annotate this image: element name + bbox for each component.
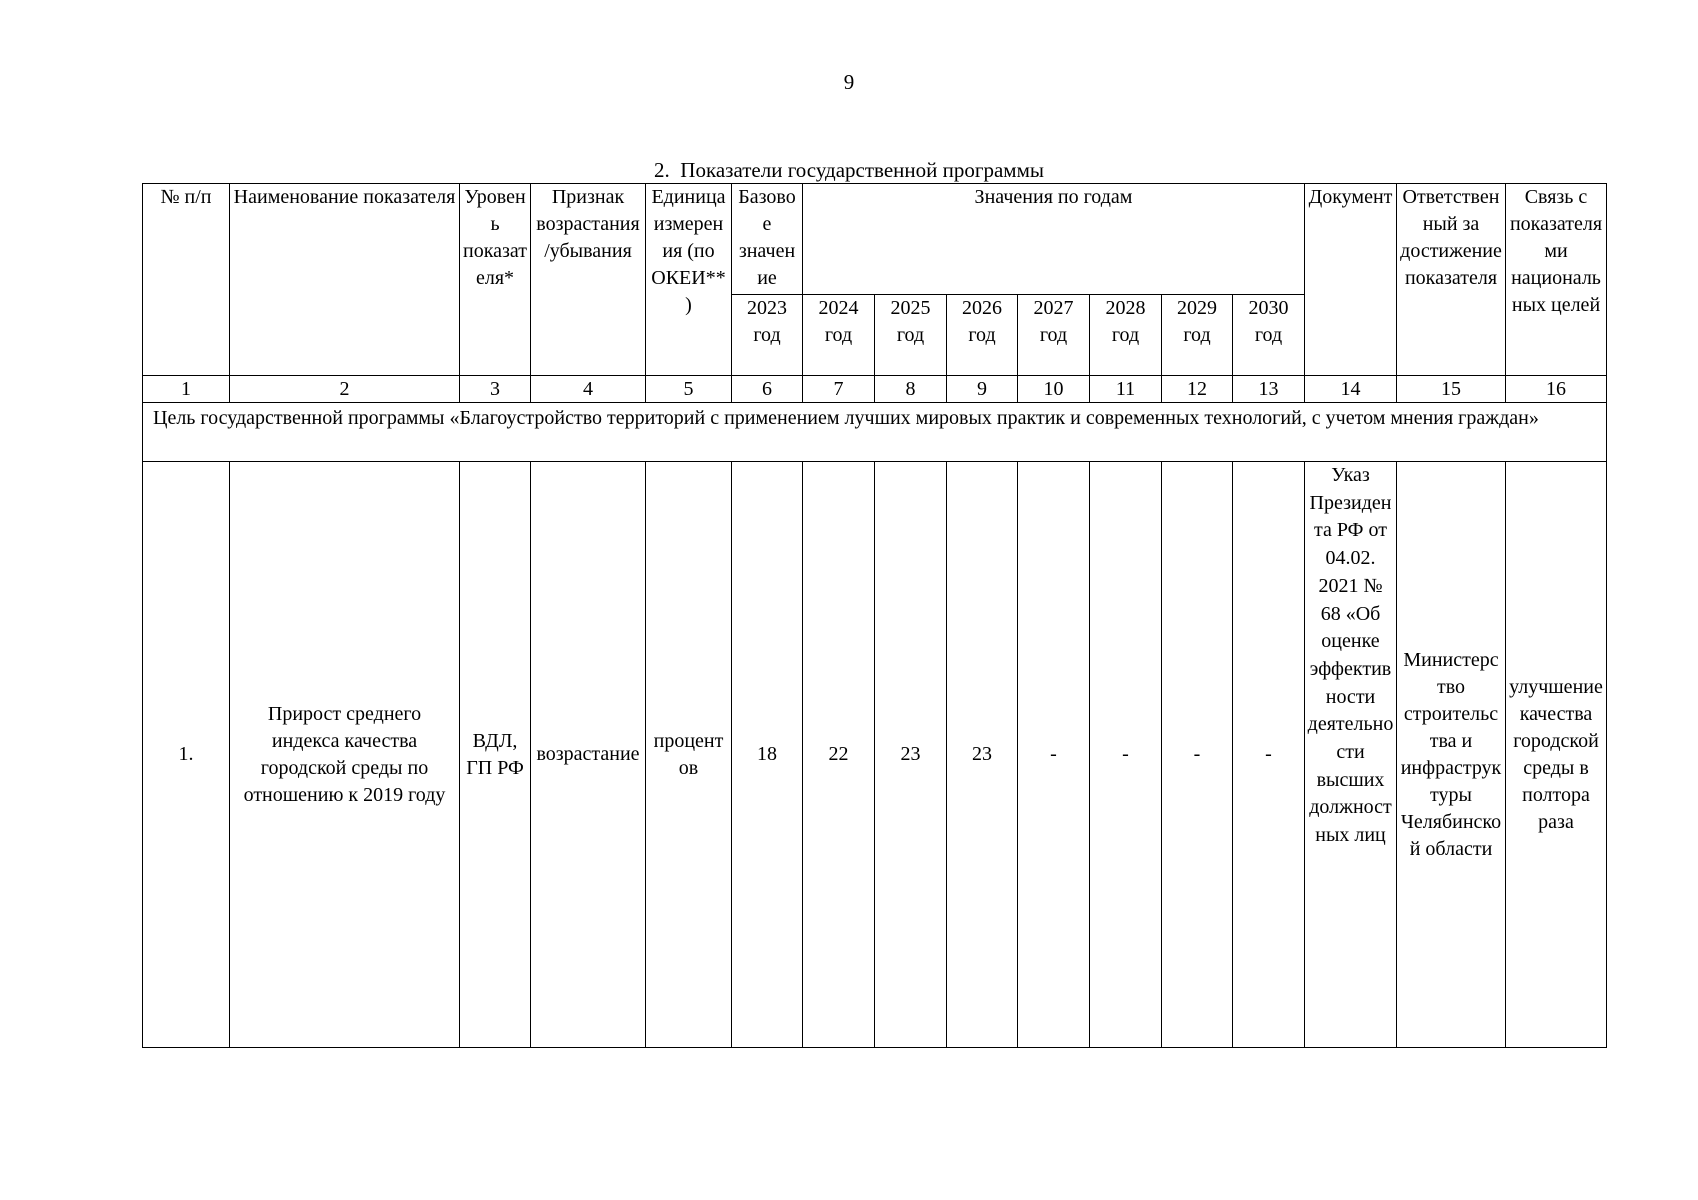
column-number: 8 (875, 376, 947, 403)
column-number: 4 (531, 376, 646, 403)
column-number: 10 (1018, 376, 1090, 403)
column-number: 3 (460, 376, 531, 403)
column-number: 11 (1090, 376, 1162, 403)
header-name: Наименование показателя (230, 184, 460, 376)
header-year-2028: 2028 год (1090, 295, 1162, 376)
header-num: № п/п (143, 184, 230, 376)
row-value-2027: - (1018, 462, 1090, 1048)
header-link: Связь с показателями национальных целей (1506, 184, 1607, 376)
row-value-2029: - (1162, 462, 1233, 1048)
column-number: 1 (143, 376, 230, 403)
header-base-value: Базовое значение (732, 184, 803, 295)
header-base-year: 2023 год (732, 295, 803, 376)
column-number: 14 (1305, 376, 1397, 403)
header-year-2024: 2024 год (803, 295, 875, 376)
section-title: 2. Показатели государственной программы (654, 158, 1044, 182)
column-number: 13 (1233, 376, 1305, 403)
goal-row: Цель государственной программы «Благоустройство территорий с применением лучших мировых практик и современных технологий, с учетом мнения граждан» (143, 403, 1607, 462)
page-number: 9 (843, 70, 855, 94)
header-level: Уровень показателя* (460, 184, 531, 376)
row-link: улучшение качества городской среды в полтора раза (1506, 462, 1607, 1048)
row-unit: процентов (646, 462, 732, 1048)
header-document: Документ (1305, 184, 1397, 376)
column-number: 16 (1506, 376, 1607, 403)
header-year-2026: 2026 год (947, 295, 1018, 376)
header-sign: Признак возрастания/убывания (531, 184, 646, 376)
column-number: 6 (732, 376, 803, 403)
row-name: Прирост среднего индекса качества городской среды по отношению к 2019 году (230, 462, 460, 1048)
row-value-2026: 23 (947, 462, 1018, 1048)
header-year-2029: 2029 год (1162, 295, 1233, 376)
row-num: 1. (143, 462, 230, 1048)
column-number: 12 (1162, 376, 1233, 403)
row-value-2030: - (1233, 462, 1305, 1048)
row-value-2024: 22 (803, 462, 875, 1048)
row-value-2025: 23 (875, 462, 947, 1048)
header-year-2025: 2025 год (875, 295, 947, 376)
row-sign: возрастание (531, 462, 646, 1048)
table-row (143, 462, 1607, 1048)
row-responsible: Министерство строительства и инфраструктуры Челябинской области (1397, 462, 1506, 1048)
header-unit: Единица измерения (по ОКЕИ**) (646, 184, 732, 376)
column-number: 7 (803, 376, 875, 403)
header-values-by-year: Значения по годам (803, 184, 1305, 295)
indicators-table (142, 183, 1607, 1048)
header-year-2030: 2030 год (1233, 295, 1305, 376)
column-number: 15 (1397, 376, 1506, 403)
column-number: 5 (646, 376, 732, 403)
row-level: ВДЛ, ГП РФ (460, 462, 531, 1048)
row-base: 18 (732, 462, 803, 1048)
row-document: Указ Президента РФ от 04.02. 2021 № 68 «Об оценке эффективности деятельности высших должностных лиц (1305, 462, 1397, 1048)
column-number: 9 (947, 376, 1018, 403)
row-value-2028: - (1090, 462, 1162, 1048)
column-number: 2 (230, 376, 460, 403)
header-year-2027: 2027 год (1018, 295, 1090, 376)
header-responsible: Ответственный за достижение показателя (1397, 184, 1506, 376)
